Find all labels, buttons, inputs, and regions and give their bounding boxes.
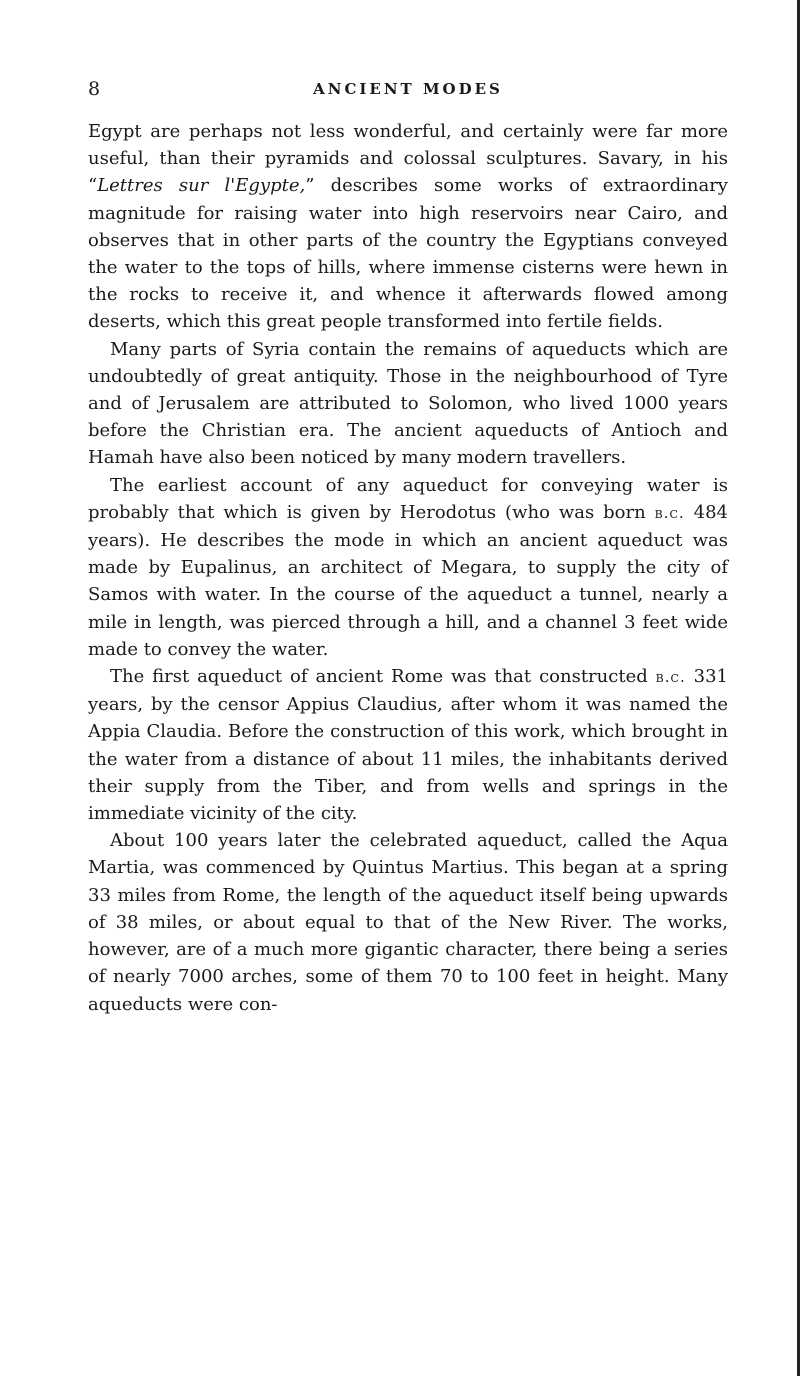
paragraph-4-text-a: The first aqueduct of ancient Rome was that constructed <box>110 666 656 688</box>
book-title-lettres-sur-egypte: Lettres sur l'Egypte, <box>97 175 306 197</box>
paragraph-3-text-a: The earliest account of any aqueduct for conveying water is probably that which is given by Herodotus (who was born <box>88 474 728 523</box>
paragraph-1 <box>88 118 728 336</box>
page-number: 8 <box>88 78 101 100</box>
page-header <box>88 78 728 102</box>
paragraph-2: Many parts of Syria contain the remains of aqueducts which are undoubtedly of great antiquity. Those in the neighbourhood of Tyre and of Jerusalem are attributed to Solomon, who lived 1000 years before the Christian era. The ancient aqueducts of Antioch and Hamah have also been noticed by many modern travellers. <box>88 338 728 469</box>
paragraph-5: About 100 years later the celebrated aqueduct, called the Aqua Martia, was commenced by Quintus Martius. This began at a spring 33 miles from Rome, the length of the aqueduct itself being upwards of 38 miles, or about equal to that of the New River. The works, however, are of a much more gigantic character, there being a series of nearly 7000 arches, some of them 70 to 100 feet in height. Many aqueducts were con- <box>88 830 728 1015</box>
paragraph-4 <box>88 663 728 827</box>
paragraph-1-text-a: Egypt are perhaps not less wonderful, and certainly were far more useful, than their pyramids and colossal sculptures. Savary, in his “ <box>88 121 728 197</box>
body-text <box>88 118 728 1018</box>
era-abbreviation: b.c. <box>655 668 686 687</box>
paragraph-4-text-b: 331 years, by the censor Appius Claudius, after whom it was named the Appia Claudia. Before the construction of this work, which brought in the water from a distance of about 11 miles, the inhabitants derived their supply from the Tiber, and from wells and springs in the immediate vicinity of the city. <box>88 666 728 825</box>
era-abbreviation: b.c. <box>654 503 685 522</box>
paragraph-1-text-b: ” describes some works of extraordinary magnitude for raising water into high reservoirs near Cairo, and observes that in other parts of the country the Egyptians conveyed the water to the tops of hills, where immense cisterns were hewn in the rocks to receive it, and whence it afterwards flowed among deserts, which this great people transformed into fertile fields. <box>88 175 728 333</box>
paragraph-3 <box>88 472 728 663</box>
running-title: ANCIENT MODES <box>313 80 503 98</box>
paragraph-3-text-b: 484 years). He describes the mode in which an ancient aqueduct was made by Eupalinus, an architect of Megara, to supply the city of Samos with water. In the course of the aqueduct a tunnel, nearly a mile in length, was pierced through a hill, and a channel 3 feet wide made to convey the water. <box>88 501 728 660</box>
